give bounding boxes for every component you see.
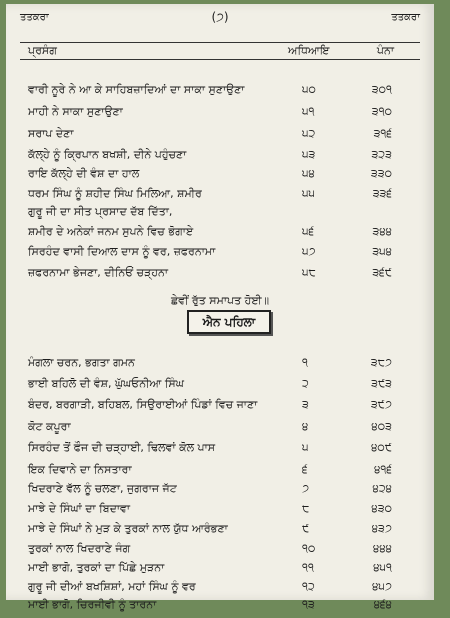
toc-topic: ਸਿਰਹੰਦ ਵਾਸੀ ਦਿਆਲ ਦਾਸ ਨੂੰ ਵਰ, ਜ਼ਫਰਨਾਮਾ (28, 245, 216, 258)
toc-adhyay: ੫੭ (302, 245, 316, 258)
chapter-heading: ਐਨ ਪਹਿਲਾ (187, 310, 271, 334)
toc-page: ੪੩੭ (371, 522, 392, 535)
toc-row (20, 127, 420, 147)
toc-row (20, 561, 420, 581)
toc-topic: ਸਰਾਪ ਦੇਣਾ (28, 127, 74, 140)
toc-topic: ਰਾਇ ਕੱਲ੍ਹੇ ਦੀ ਵੰਸ਼ ਦਾ ਹਾਲ (28, 167, 140, 180)
toc-adhyay: ੧੨ (302, 580, 315, 593)
toc-page: ੩੮੭ (370, 356, 392, 369)
toc-page: ੪੧੬ (374, 463, 392, 476)
toc-row (20, 502, 420, 522)
toc-row (20, 105, 420, 125)
toc-row (20, 83, 420, 103)
toc-adhyay: ੫੨ (302, 127, 316, 140)
toc-topic: ਮਾਈ ਭਾਗੋ, ਚਿਰਜੀਵੀ ਨੂੰ ਤਾਰਨਾ (28, 598, 157, 611)
toc-row (20, 187, 420, 207)
toc-page: ੪੨੪ (372, 482, 392, 495)
toc-adhyay: ੩ (302, 398, 309, 411)
toc-topic: ਮਾਈ ਭਾਗੋ, ਤੁਰਕਾਂ ਦਾ ਪਿੱਛੇ ਮੁੜਨਾ (28, 561, 165, 574)
toc-topic: ਗੁਰੂ ਜੀ ਦਾ ਸੀਤ ਪ੍ਰਸਾਦ ਦੱਬ ਦਿੱਤਾ, (28, 205, 173, 218)
toc-topic: ਕੱਲ੍ਹੇ ਨੂੰ ਕ੍ਰਿਪਾਨ ਬਖਸ਼ੀ, ਦੀਨੇ ਪਹੁੰਚਣਾ (28, 148, 187, 161)
toc-adhyay: ੫੫ (302, 187, 315, 200)
toc-row (20, 441, 420, 461)
toc-row (20, 225, 420, 245)
toc-topic: ਤੁਰਕਾਂ ਨਾਲ ਖਿਦਰਾਣੇ ਜੰਗ (28, 542, 131, 555)
toc-page: ੩੩੦ (370, 167, 392, 180)
top-rule (20, 42, 420, 43)
toc-adhyay: ੧ (302, 356, 308, 369)
toc-adhyay: ੯ (302, 522, 310, 535)
toc-topic: ਜ਼ਫਰਨਾਮਾ ਭੇਜਣਾ, ਦੀਨਿਓਂ ਚੜ੍ਹਨਾ (28, 266, 169, 279)
toc-adhyay: ੫੬ (302, 225, 315, 238)
toc-row (20, 266, 420, 286)
toc-row (20, 205, 420, 225)
toc-row (20, 542, 420, 562)
toc-page: ੩੧੦ (371, 105, 392, 118)
toc-row (20, 245, 420, 265)
toc-adhyay: ੫੮ (302, 266, 316, 279)
toc-adhyay: ੨ (302, 377, 309, 390)
toc-page: ੩੯੩ (371, 377, 392, 390)
toc-page: ੩੦੧ (371, 83, 392, 96)
toc-topic: ਮਾਝੇ ਦੇ ਸਿੰਘਾਂ ਨੇ ਮੁੜ ਕੇ ਤੁਰਕਾਂ ਨਾਲ ਯੁੱਧ ਆਰੰਭਣਾ (28, 522, 228, 535)
toc-page: ੪੩੦ (371, 502, 392, 515)
toc-page: ੪੬੪ (373, 598, 392, 611)
toc-page: ੩੫੪ (372, 245, 392, 258)
toc-row (20, 598, 420, 618)
toc-topic: ਮੰਗਲਾ ਚਰਨ, ਭਗਤਾ ਗਮਨ (28, 356, 135, 369)
toc-topic: ਖਿਦਰਾਣੇ ਵੱਲ ਨੂੰ ਚਲਣਾ, ਜੁਗਰਾਜ ਜੱਟ (28, 482, 177, 495)
toc-adhyay: ੫੦ (302, 83, 316, 96)
toc-adhyay: ੫੩ (302, 148, 316, 161)
toc-row (20, 482, 420, 502)
toc-topic: ਇਕ ਦਿਵਾਨੇ ਦਾ ਨਿਸਤਾਰਾ (28, 463, 132, 476)
toc-adhyay: ੧੩ (302, 598, 315, 611)
toc-row (20, 148, 420, 168)
toc-adhyay: ੫ (302, 441, 309, 454)
toc-page: ੩੩੬ (372, 187, 392, 200)
toc-row (20, 167, 420, 187)
toc-row (20, 463, 420, 483)
toc-page: ੩੪੪ (372, 225, 392, 238)
toc-topic: ਬੰਦਰ, ਬਰਗਾੜੀ, ਬਹਿਬਲ, ਸਿਉਰਾਈਆਂ ਪਿੰਡਾਂ ਵਿਚ ਜਾਣਾ (28, 398, 258, 411)
toc-topic: ਧਰਮ ਸਿੰਘ ਨੂੰ ਸ਼ਹੀਦ ਸਿੰਘ ਮਿਲਿਆ, ਸ਼ਮੀਰ (28, 187, 202, 200)
toc-adhyay: ੮ (302, 502, 310, 515)
column-topic: ਪ੍ਰਸੰਗ (28, 44, 57, 57)
header-rule (20, 59, 420, 60)
toc-adhyay: ੬ (302, 463, 308, 476)
running-header (20, 10, 420, 28)
toc-row (20, 377, 420, 397)
toc-topic: ਮਾਹੀ ਨੇ ਸਾਕਾ ਸੁਣਾਉਣਾ (28, 105, 123, 118)
column-page: ਪੰਨਾ (376, 44, 394, 57)
toc-page: ੪੦੯ (371, 441, 392, 454)
toc-row (20, 420, 420, 440)
header-right: ਤਤਕਰਾ (391, 12, 420, 23)
toc-page: ੪੦੩ (371, 420, 392, 433)
toc-adhyay: ੧੦ (302, 542, 316, 555)
toc-page: ੪੫੭ (372, 580, 392, 593)
section-end-note: ਛੇਵੀਂ ਰੁੱਤ ਸਮਾਪਤ ਹੋਈ॥ (171, 294, 269, 307)
toc-page: ੪੪੪ (372, 542, 392, 555)
toc-topic: ਸਿਰਹੰਦ ਤੋਂ ਫੌਜ ਦੀ ਚੜ੍ਹਾਈ, ਢਿਲਵਾਂ ਕੋਲ ਪਾਸ (28, 441, 216, 454)
toc-topic: ਸ਼ਮੀਰ ਦੇ ਅਨੇਕਾਂ ਜਨਮ ਸੁਪਨੇ ਵਿਚ ਭੋਗਾਏ (28, 225, 194, 238)
toc-adhyay: ੧੧ (302, 561, 314, 574)
toc-page: ੩੧੬ (373, 127, 392, 140)
column-headers (20, 44, 420, 58)
toc-page: ੩੨੩ (371, 148, 392, 161)
header-left: ਤਤਕਰਾ (20, 12, 49, 23)
toc-page: ੩੯੭ (370, 398, 392, 411)
toc-adhyay: ੫੪ (302, 167, 315, 180)
toc-page: ੩੬੯ (372, 266, 392, 279)
toc-row (20, 522, 420, 542)
toc-topic: ਗੁਰੂ ਜੀ ਦੀਆਂ ਬਖਸ਼ਿਸ਼ਾਂ, ਮਹਾਂ ਸਿੰਘ ਨੂੰ ਵਰ (28, 580, 196, 593)
toc-row (20, 356, 420, 376)
page-number: (੭) (211, 10, 229, 24)
toc-adhyay: ੪ (302, 420, 309, 433)
toc-topic: ਵਾਰੀ ਨੂਰੇ ਨੇ ਆ ਕੇ ਸਾਹਿਬਜ਼ਾਦਿਆਂ ਦਾ ਸਾਕਾ ਸੁਣਾਉਣਾ (28, 83, 245, 96)
toc-page: ੪੫੧ (373, 561, 392, 574)
toc-topic: ਕੋਟ ਕਪੂਰਾ (28, 420, 71, 433)
toc-row (20, 580, 420, 600)
toc-row (20, 398, 420, 418)
column-adhyay: ਅਧਿਆਇ (288, 44, 330, 57)
book-page (6, 4, 434, 611)
toc-topic: ਮਾਝੇ ਦੇ ਸਿੰਘਾਂ ਦਾ ਬਿਦਾਵਾ (28, 502, 131, 515)
toc-adhyay: ੭ (302, 482, 310, 495)
toc-adhyay: ੫੧ (302, 105, 315, 118)
toc-topic: ਭਾਈ ਬਹਿਲੋ ਦੀ ਵੰਸ਼, ਘੁੱਘਓਨੀਆ ਸਿੰਘ (28, 377, 184, 390)
